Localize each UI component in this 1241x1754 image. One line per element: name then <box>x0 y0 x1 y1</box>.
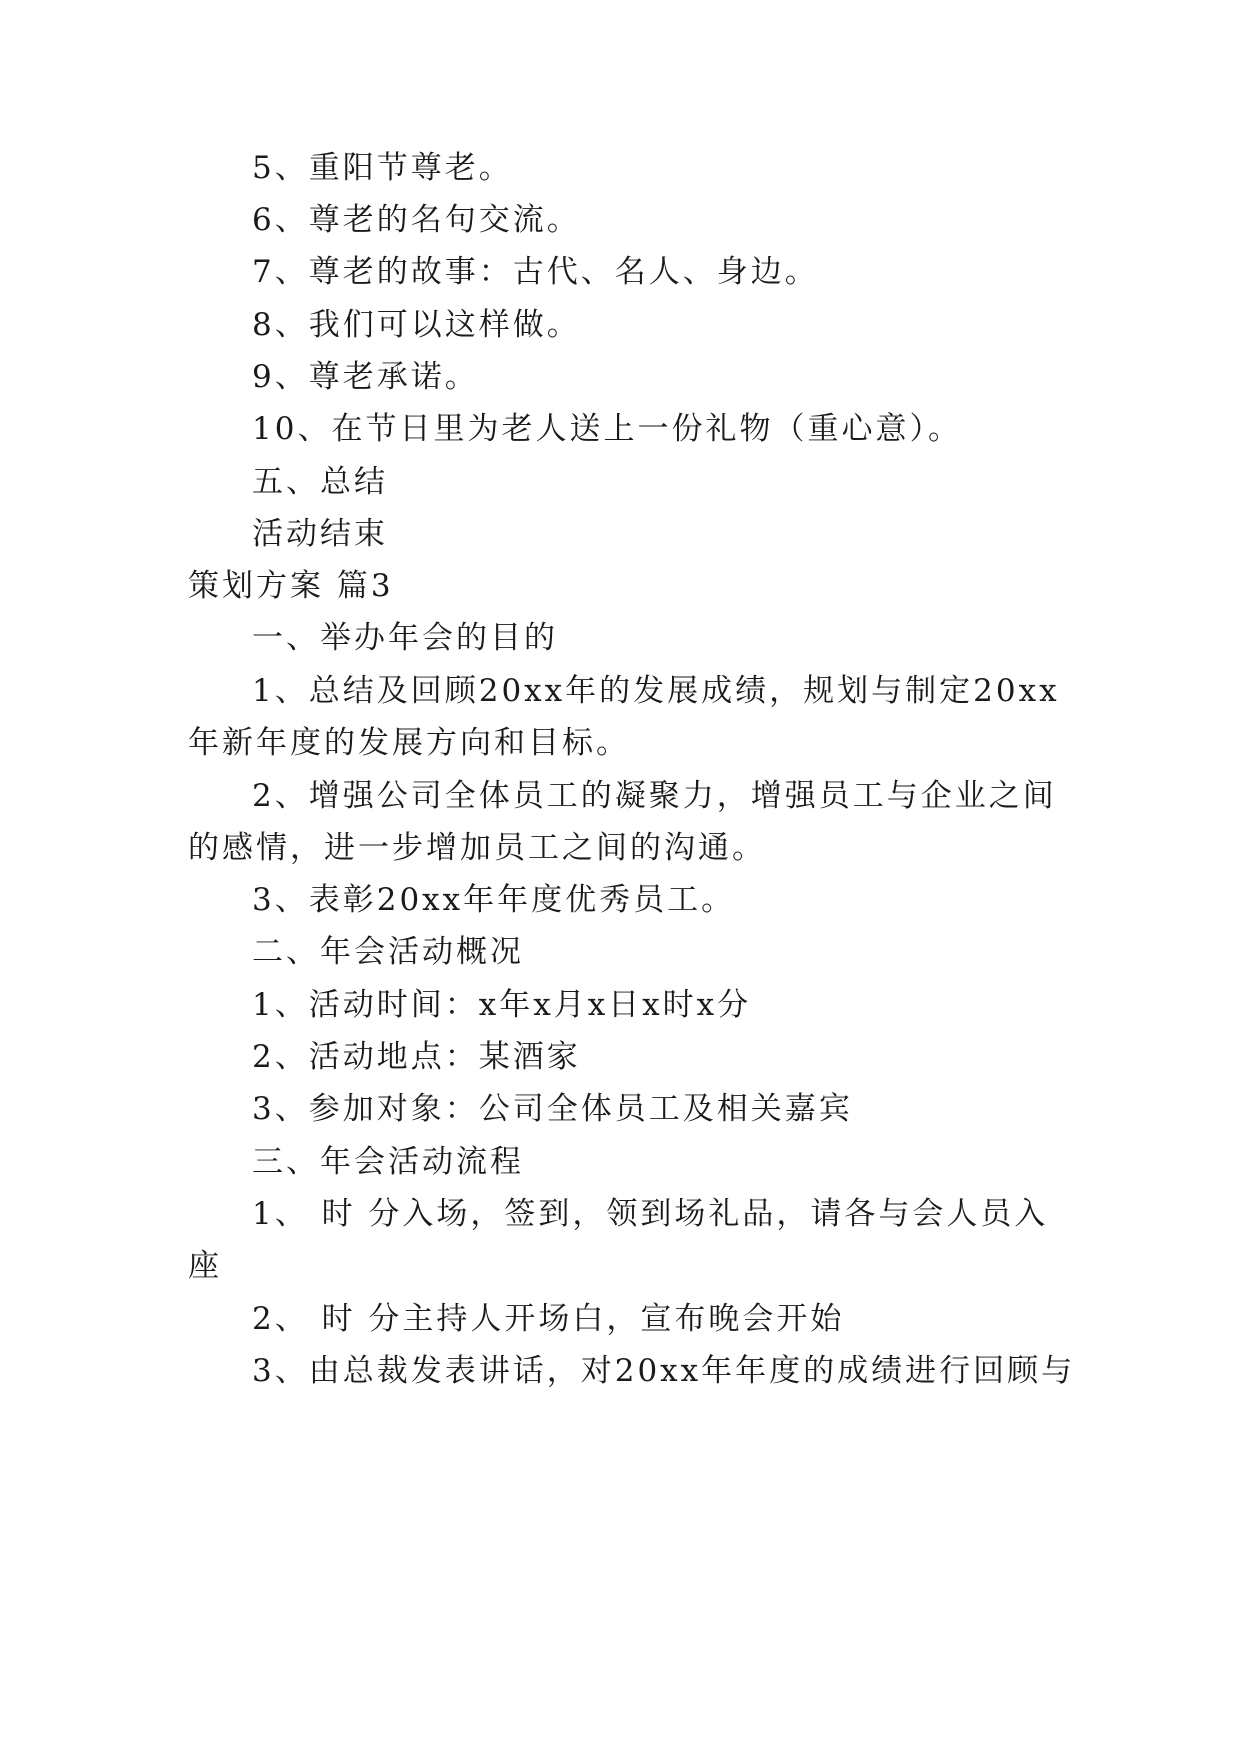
list-item: 5、重阳节尊老。 <box>252 150 513 186</box>
section-heading: 一、举办年会的目的 <box>252 620 558 656</box>
list-item-continuation: 座 <box>188 1248 222 1284</box>
list-item: 2、活动地点：某酒家 <box>252 1039 581 1075</box>
list-item: 7、尊老的故事：古代、名人、身边。 <box>252 254 819 290</box>
list-item: 1、 时 分入场，签到，领到场礼品，请各与会人员入 <box>252 1196 1049 1232</box>
list-item: 2、 时 分主持人开场白，宣布晚会开始 <box>252 1301 845 1337</box>
list-item: 8、我们可以这样做。 <box>252 307 581 343</box>
section-heading: 二、年会活动概况 <box>252 934 524 970</box>
list-item: 9、尊老承诺。 <box>252 359 479 395</box>
section-heading: 五、总结 <box>252 464 388 500</box>
list-item: 2、增强公司全体员工的凝聚力，增强员工与企业之间 <box>252 778 1057 814</box>
list-item: 6、尊老的名句交流。 <box>252 202 581 238</box>
list-item: 1、活动时间：x年x月x日x时x分 <box>252 987 752 1023</box>
list-item: 1、总结及回顾20xx年的发展成绩，规划与制定20xx <box>252 673 1060 709</box>
list-item-continuation: 年新年度的发展方向和目标。 <box>188 725 630 761</box>
list-item: 3、由总裁发表讲话，对20xx年年度的成绩进行回顾与 <box>252 1353 1076 1389</box>
list-item: 3、参加对象：公司全体员工及相关嘉宾 <box>252 1091 853 1127</box>
list-item: 3、表彰20xx年年度优秀员工。 <box>252 882 736 918</box>
list-item: 10、在节日里为老人送上一份礼物（重心意）。 <box>252 411 962 447</box>
section-heading: 三、年会活动流程 <box>252 1144 524 1180</box>
paragraph: 活动结束 <box>252 516 388 552</box>
list-item-continuation: 的感情，进一步增加员工之间的沟通。 <box>188 830 766 866</box>
section-title: 策划方案 篇3 <box>188 568 394 604</box>
